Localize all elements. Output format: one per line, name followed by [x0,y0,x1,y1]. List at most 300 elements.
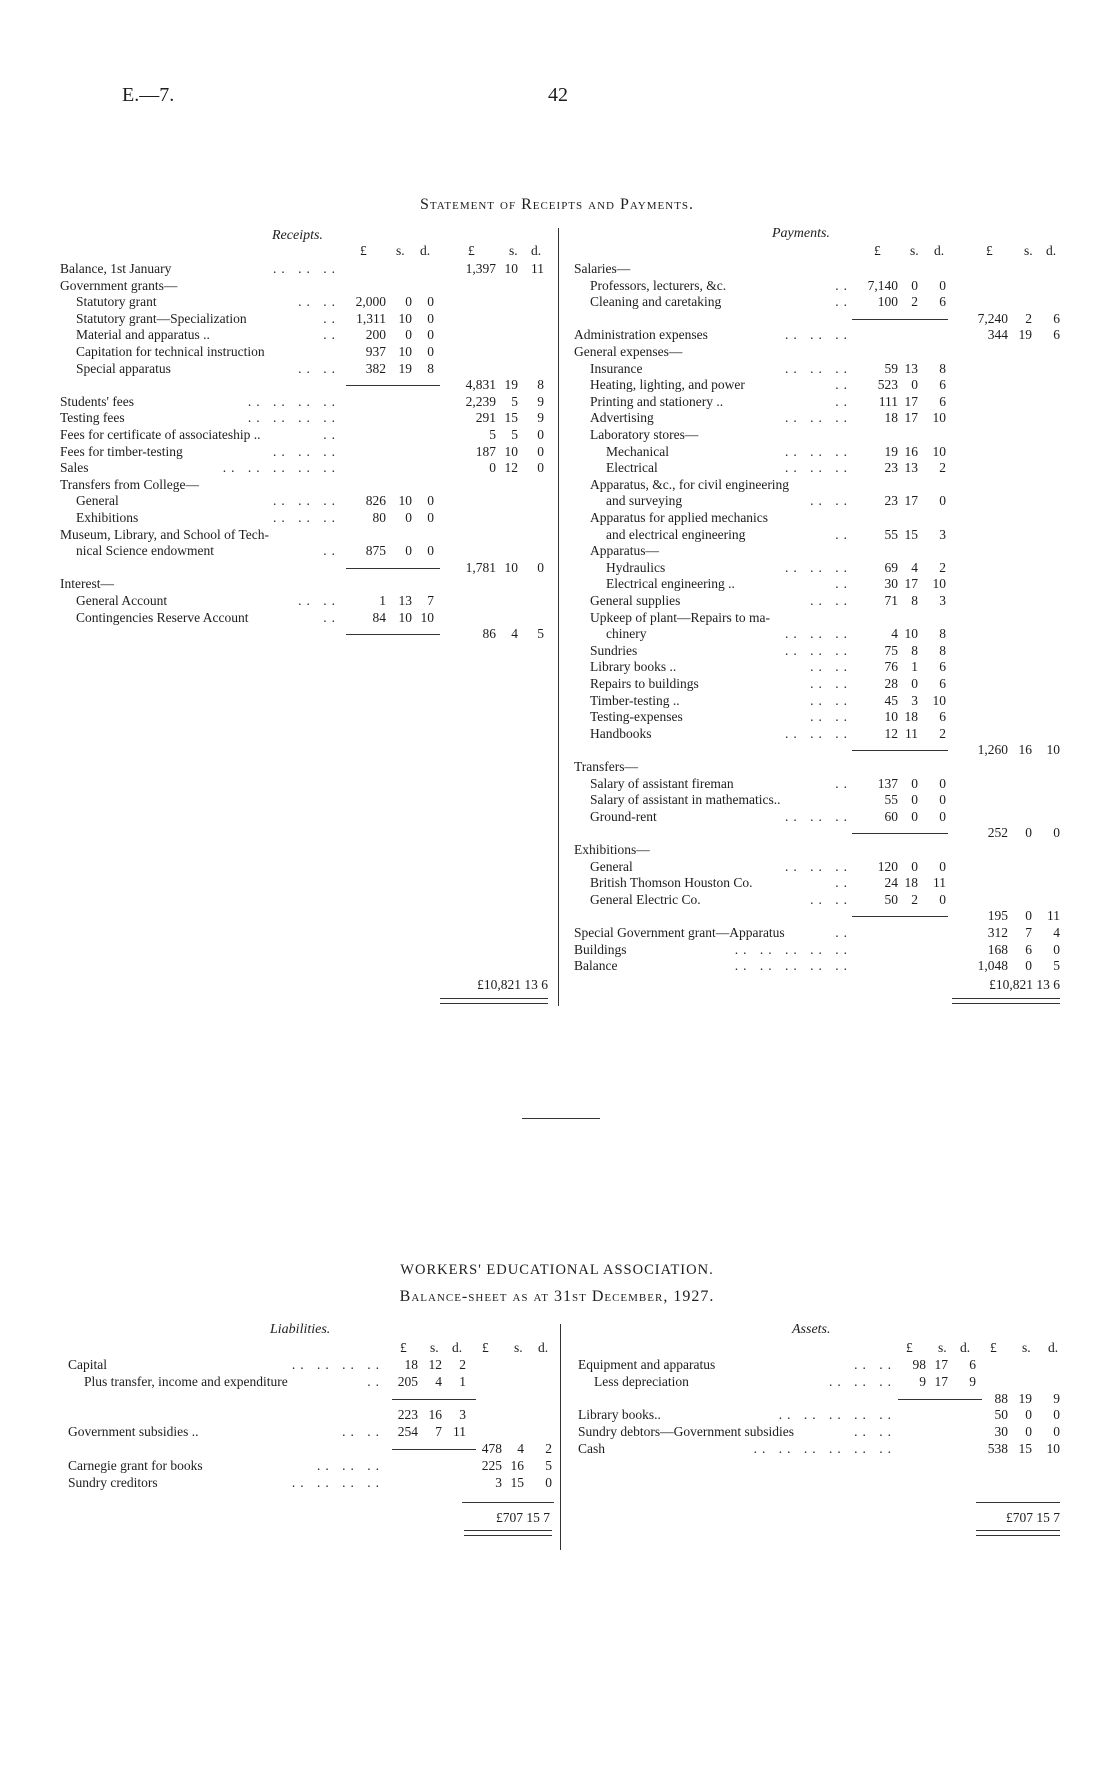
asset-col1-pounds: £ [906,1340,913,1355]
row-label: Buildings [574,941,627,957]
payments-total-underline [952,998,1060,1004]
a1-pounds: 7,140 [867,277,898,293]
leader-dots: .. .. [854,1357,896,1372]
a1-shillings: 16 [904,443,918,459]
leader-dots: .. .. [810,593,852,608]
leader-dots: .. .. .. .. .. .. [753,1441,896,1456]
row-label: Testing fees [60,410,125,426]
leader-dots: .. .. .. [785,327,852,343]
leader-dots: .. [835,925,852,940]
leader-dots: .. [367,1373,384,1389]
row-label: Balance [574,958,618,974]
row-label: Plus transfer, income and expenditure [84,1373,288,1389]
row-label: Repairs to buildings [590,676,699,691]
receipts-total-underline [440,998,548,1004]
row-label: Salary of assistant in mathematics.. [590,792,781,808]
row-label: Transfers from College— [60,476,199,492]
a1-shillings: 10 [398,344,412,359]
subtotal-rule [898,1399,982,1400]
a1-pounds: 28 [884,676,898,691]
row-label: General [76,493,119,509]
leader-dots: .. .. .. [785,808,852,824]
a2-pence: 10 [1046,742,1060,758]
ledger-row [0,459,1114,476]
liab-col2-shillings: s. [514,1340,523,1355]
row-label: nical Science endowment [76,543,214,559]
a2-pounds: 86 [482,626,496,642]
ledger-row [0,509,1114,526]
a2-shillings: 6 [1025,941,1032,957]
ledger-row [0,658,1114,675]
ledger-row [0,1356,1114,1373]
a2-shillings: 5 [511,427,518,442]
a2-shillings: 16 [510,1457,524,1473]
row-label: Timber-testing .. [590,692,680,708]
a2-pounds: 312 [987,925,1008,940]
a2-shillings: 7 [1025,925,1032,940]
a2-pounds: 4,831 [465,377,496,393]
liab-col1-pounds: £ [400,1340,407,1355]
a2-pounds: 0 [489,460,496,476]
ledger-row [0,808,1114,825]
a2-pence: 0 [1053,1424,1060,1440]
a2-shillings: 0 [1025,908,1032,924]
ledger-row [0,725,1114,742]
a1-pence: 8 [939,360,946,376]
a1-pounds: 4 [891,626,898,642]
a1-pence: 0 [427,327,434,343]
liab-col1-shillings: s. [430,1340,439,1355]
a1-shillings: 0 [911,377,918,393]
leader-dots: .. .. .. .. [247,410,340,426]
a1-pence: 3 [939,526,946,542]
a2-pence: 8 [537,377,544,393]
row-label: Salary of assistant fireman [590,775,734,791]
a1-shillings: 0 [911,775,918,791]
asset-col2-shillings: s. [1022,1340,1031,1355]
leader-dots: .. .. [810,891,852,907]
a1-pounds: 55 [884,792,898,808]
leader-dots: .. .. .. .. .. [734,958,852,974]
receipts-heading: Receipts. [272,228,323,243]
a1-shillings: 17 [904,493,918,509]
row-label: General expenses— [574,344,683,359]
leader-dots: .. [835,875,852,891]
a1-pounds: 100 [877,294,898,310]
ledger-row [0,625,1114,642]
ledger-row [0,858,1114,875]
row-label: Museum, Library, and School of Tech- [60,526,270,542]
a2-pence: 0 [1053,941,1060,957]
leader-dots: .. .. .. [785,858,852,874]
a1-shillings: 8 [911,593,918,608]
a1-pence: 0 [427,344,434,359]
row-label: Contingencies Reserve Account [76,609,249,625]
a2-shillings: 10 [504,443,518,459]
row-label: Sales [60,460,89,476]
liabilities-total: £707 15 7 [496,1510,550,1525]
liabilities-heading: Liabilities. [270,1322,331,1337]
a2-shillings: 5 [511,393,518,409]
a1-pence: 6 [939,676,946,691]
a1-pounds: 200 [365,327,386,343]
leader-dots: .. [835,526,852,542]
a2-shillings: 0 [1025,825,1032,841]
a1-pence: 0 [939,493,946,509]
payments-col1-shillings: s. [910,243,919,258]
a1-pence: 10 [420,609,434,625]
row-label: Fees for timber-testing [60,443,183,459]
a1-shillings: 0 [405,543,412,559]
a2-pence: 5 [1053,958,1060,974]
a1-shillings: 12 [428,1357,442,1372]
ledger-row [0,575,1114,592]
a2-pounds: 1,048 [977,958,1008,974]
ledger-row [0,526,1114,543]
ledger-row [0,592,1114,609]
a1-pounds: 1,311 [356,310,386,326]
asset-col1-shillings: s. [938,1340,947,1355]
a1-pence: 11 [933,875,946,891]
assets-heading: Assets. [792,1322,831,1337]
ledger-row [0,426,1114,443]
ledger-row [0,891,1114,908]
row-label: Less depreciation [594,1373,689,1389]
ledger-row [0,1440,1114,1457]
a1-pounds: 12 [884,725,898,741]
a2-shillings: 19 [1018,1390,1032,1406]
row-label: Fees for certificate of associateship .. [60,427,261,442]
a2-pounds: 1,781 [465,559,496,575]
liabilities-total-rule [462,1502,554,1503]
leader-dots: .. .. [854,1424,896,1440]
liab-col2-pounds: £ [482,1340,489,1355]
row-label: Printing and stationery .. [590,393,724,409]
a1-pounds: 55 [884,526,898,542]
a1-pence: 10 [932,692,946,708]
a2-shillings: 2 [1025,310,1032,326]
a1-pounds: 937 [365,344,386,359]
ledger-subtotal-row [0,907,1114,924]
row-label: Carnegie grant for books [68,1457,203,1473]
a1-pounds: 71 [884,593,898,608]
a2-pounds: 30 [994,1424,1008,1440]
a2-shillings: 0 [1025,1407,1032,1423]
a1-shillings: 0 [911,277,918,293]
subtotal-rule [852,319,948,320]
a2-shillings: 0 [1025,958,1032,974]
payments-heading: Payments. [772,226,830,241]
a2-shillings: 4 [511,626,518,642]
row-label: Students' fees [60,393,135,409]
ledger-row [0,559,1114,576]
ledger-row [0,443,1114,460]
leader-dots: .. .. [810,676,852,691]
leader-dots: .. .. .. [273,510,340,525]
row-label: Sundry creditors [68,1474,158,1490]
a1-pounds: 23 [884,460,898,476]
asset-col1-pence: d. [960,1340,971,1355]
row-label: Statutory grant [76,294,157,310]
ledger-row [0,609,1114,626]
a2-pounds: 252 [987,825,1008,841]
a1-pounds: 60 [884,808,898,824]
leader-dots: .. [323,609,340,625]
ledger-row [0,841,1114,858]
a1-pounds: 80 [372,510,386,525]
a1-shillings: 7 [435,1424,442,1440]
a2-pence: 9 [537,410,544,426]
statement-title: Statement of Receipts and Payments. [419,196,695,213]
row-label: Material and apparatus .. [76,327,210,343]
a1-shillings: 0 [405,294,412,310]
row-label: Salaries— [574,261,631,276]
row-label: Advertising [590,410,654,426]
balance-sheet-title: Balance-sheet as at 31st December, 1927. [399,1288,715,1305]
assets-total-underline [976,1530,1060,1536]
ledger-subtotal-row [0,310,1114,327]
a2-pounds: 1,260 [977,742,1008,758]
a1-pence: 0 [939,792,946,808]
leader-dots: .. .. .. [785,725,852,741]
a1-pounds: 30 [884,576,898,592]
leader-dots: .. [323,310,340,326]
a1-pence: 0 [427,294,434,310]
a1-pounds: 223 [397,1407,418,1423]
report-reference: E.—7. [122,84,175,106]
receipts-col1-shillings: s. [396,243,405,258]
leader-dots: .. .. .. [273,443,340,459]
a1-shillings: 0 [405,327,412,343]
leader-dots: .. [835,576,852,592]
asset-col2-pence: d. [1048,1340,1059,1355]
row-label: General supplies [590,593,681,608]
leader-dots: .. .. [810,493,852,509]
a2-pounds: 3 [495,1474,502,1490]
a1-shillings: 10 [398,609,412,625]
ledger-row [0,409,1114,426]
a1-pounds: 84 [372,609,386,625]
a1-shillings: 18 [904,709,918,725]
a1-pence: 0 [939,808,946,824]
leader-dots: .. [835,775,852,791]
row-label: Special apparatus [76,360,171,376]
row-label: chinery [606,626,647,642]
a1-shillings: 13 [398,593,412,608]
leader-dots: .. .. .. .. .. [734,941,852,957]
a2-pounds: 225 [481,1457,502,1473]
a1-pounds: 76 [884,659,898,675]
leader-dots: .. [835,393,852,409]
payments-col2-pounds: £ [986,243,993,258]
row-label: Cash [578,1441,605,1456]
a2-pounds: 168 [987,941,1008,957]
row-label: and electrical engineering [606,526,746,542]
a2-shillings: 15 [510,1474,524,1490]
leader-dots: .. .. .. [785,642,852,658]
a1-shillings: 16 [428,1407,442,1423]
a2-shillings: 10 [504,559,518,575]
leader-dots: .. .. .. .. .. [778,1407,896,1423]
row-label: Administration expenses [574,327,708,343]
organization-title: WORKERS' EDUCATIONAL ASSOCIATION. [400,1262,714,1278]
a1-pounds: 18 [884,410,898,426]
a1-pence: 9 [969,1373,976,1389]
payments-col2-shillings: s. [1024,243,1033,258]
a1-pounds: 69 [884,559,898,575]
row-label: Government grants— [60,277,178,293]
ledger-row [0,957,1114,974]
row-label: Apparatus for applied mechanics [590,510,769,525]
a1-pence: 0 [427,543,434,559]
a2-pounds: 195 [987,908,1008,924]
leader-dots: .. [323,327,340,343]
ledger-row [0,376,1114,393]
ledger-row [0,492,1114,509]
ledger-row [0,293,1114,310]
ledger-row [0,758,1114,775]
a2-pence: 11 [531,261,544,276]
a1-pence: 6 [939,393,946,409]
ledger-subtotal-row [0,824,1114,841]
a1-pounds: 1 [379,593,386,608]
section-separator [522,1118,600,1119]
a1-pence: 0 [427,310,434,326]
a2-pounds: 7,240 [977,310,1008,326]
a1-pence: 0 [939,858,946,874]
a1-pence: 0 [939,891,946,907]
a1-pounds: 137 [877,775,898,791]
ledger-row [0,692,1114,709]
a1-pence: 8 [939,626,946,642]
ledger-row [0,675,1114,692]
leader-dots: .. .. .. .. [247,393,340,409]
a1-pence: 6 [939,709,946,725]
a1-shillings: 17 [934,1357,948,1372]
leader-dots: .. .. .. [829,1373,896,1389]
ledger-row [0,775,1114,792]
a1-pounds: 98 [912,1357,926,1372]
leader-dots: .. [835,277,852,293]
a1-shillings: 17 [904,393,918,409]
a2-pounds: 538 [987,1441,1008,1456]
a1-shillings: 10 [904,626,918,642]
a2-pence: 0 [537,559,544,575]
row-label: General Account [76,593,168,608]
a2-pence: 0 [1053,825,1060,841]
leader-dots: .. .. .. [785,626,852,642]
leader-dots: .. .. [298,360,340,376]
ledger-row [0,1457,1114,1474]
a1-pence: 6 [939,294,946,310]
leader-dots: .. [835,294,852,310]
a1-pence: 2 [939,460,946,476]
a1-shillings: 13 [904,360,918,376]
a1-pence: 6 [939,659,946,675]
leader-dots: .. .. .. [785,410,852,426]
a1-shillings: 0 [911,808,918,824]
leader-dots: .. [323,427,340,442]
receipts-col2-pounds: £ [468,243,475,258]
a1-pounds: 24 [884,875,898,891]
assets-total: £707 15 7 [1006,1510,1060,1525]
leader-dots: .. .. .. .. [291,1474,384,1490]
row-label: Government subsidies .. [68,1424,199,1440]
a1-pence: 6 [969,1357,976,1372]
row-label: Interest— [60,576,114,592]
liab-col2-pence: d. [538,1340,549,1355]
ledger-subtotal-row [0,1390,1114,1407]
a2-pounds: 2,239 [465,393,496,409]
a1-shillings: 4 [911,559,918,575]
a1-shillings: 13 [904,460,918,476]
leader-dots: .. .. .. [785,360,852,376]
leader-dots: .. .. [298,593,340,608]
a1-pounds: 18 [404,1357,418,1372]
row-label: Apparatus, &c., for civil engineering [590,476,790,492]
a2-pounds: 291 [475,410,496,426]
a1-pence: 2 [939,559,946,575]
leader-dots: .. .. .. [273,493,340,509]
leader-dots: .. .. .. [317,1457,384,1473]
a2-pence: 0 [1053,1407,1060,1423]
row-label: Transfers— [574,759,638,774]
a2-pounds: 1,397 [465,261,496,276]
a2-pence: 2 [545,1441,552,1456]
row-label: Capitation for technical instruction [76,344,265,359]
a1-shillings: 0 [405,510,412,525]
row-label: Sundry debtors—Government subsidies [578,1424,794,1440]
a2-pence: 5 [545,1457,552,1473]
a1-pence: 0 [939,775,946,791]
leader-dots: .. .. .. [273,261,340,276]
a1-shillings: 0 [911,676,918,691]
payments-col1-pence: d. [934,243,945,258]
a1-shillings: 2 [911,294,918,310]
row-label: Exhibitions— [574,842,650,857]
a1-pounds: 382 [365,360,386,376]
a2-pence: 10 [1046,1441,1060,1456]
row-label: Insurance [590,360,643,376]
row-label: Library books .. [590,659,677,675]
a1-shillings: 17 [934,1373,948,1389]
a1-shillings: 11 [905,725,918,741]
receipts-col2-pence: d. [531,243,542,258]
row-label: Professors, lecturers, &c. [590,277,727,293]
a1-pounds: 826 [365,493,386,509]
a1-shillings: 10 [398,493,412,509]
row-label: Handbooks [590,725,652,741]
leader-dots: .. .. .. [785,460,852,476]
a1-pounds: 75 [884,642,898,658]
a2-pence: 11 [1047,908,1060,924]
a2-shillings: 15 [1018,1441,1032,1456]
a1-pence: 3 [459,1407,466,1423]
row-label: General [590,858,633,874]
row-label: General Electric Co. [590,891,701,907]
ledger-row [0,343,1114,360]
a2-pence: 9 [1053,1390,1060,1406]
a1-pounds: 523 [877,377,898,393]
ledger-row [0,542,1114,559]
a1-pounds: 59 [884,360,898,376]
page-number: 42 [548,84,568,106]
a2-pence: 0 [537,460,544,476]
a1-shillings: 1 [911,659,918,675]
leader-dots: .. .. .. [785,559,852,575]
receipts-total: £10,821 13 6 [477,977,548,992]
row-label: Library books.. [578,1407,661,1423]
